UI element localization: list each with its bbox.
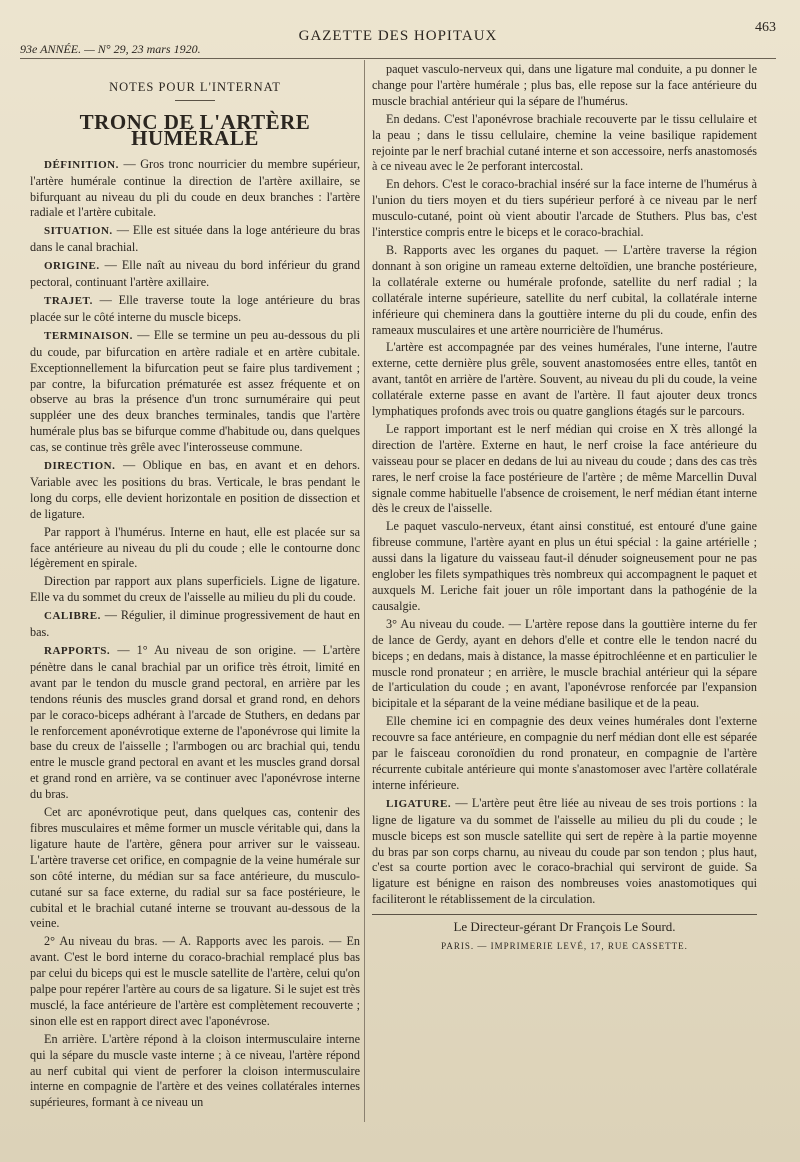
paragraph-label: TERMINAISON. <box>44 329 133 342</box>
paragraph-text: — Régulier, il diminue progressivement de haut en bas. <box>30 608 360 640</box>
paragraph-text: — Oblique en bas, en avant et en dehors. Variable avec les positions du bras. Verticale, le bras pendant le long du corps, elle devient horizontale en position de dissection et de ligature. <box>30 458 360 521</box>
printer-line: PARIS. — IMPRIMERIE LEVÉ, 17, RUE CASSETTE. <box>441 941 688 952</box>
paragraph-text: Direction par rapport aux plans superficiels. Ligne de ligature. Elle va du sommet du creux de l'aisselle au milieu du pli du coude. <box>30 574 360 605</box>
paragraph <box>372 62 757 110</box>
paragraph <box>30 258 360 291</box>
paragraph-text: Elle chemine ici en compagnie des deux veines humérales dont l'externe recouvre sa face antérieure, en compagnie du nerf médian dont elle est séparée par le faisceau coronoïdien du rond pronateur, en compagnie de l'artère récurrente cubitale antérieure qui monte s'anastomoser avec l'artère collatérale interne inférieure. <box>372 714 757 792</box>
paragraph-text: En arrière. L'artère répond à la cloison intermusculaire interne qui la sépare du muscle vaste interne ; à ce niveau, l'artère répond au nerf cubital qui vient de perforer la cloison intermusculaire interne en compagnie de l'artère et des veines collatérales internes supérieures, formant à ce niveau un <box>30 1031 360 1110</box>
paragraph-text: — Elle traverse toute la loge antérieure du bras placée sur le côté interne du muscle biceps. <box>30 292 360 324</box>
paragraph <box>30 1032 360 1112</box>
paragraph <box>372 519 757 614</box>
paragraph-text: — 1° Au niveau de son origine. — L'artère pénètre dans le canal brachial par un orifice très étroit, limité en avant par le tendon du muscle grand pectoral, en arrière par les tendons réunis des muscles grand dorsal et grand rond, en dehors par le coraco-biceps adhérant à l'arcade de Stuthers, en dedans par le renforcement aponévrotique externe de l'aponévrose qui limite la base du creux de l'aisselle ; l'armbogen ou arc brachial qui, tendu entre le muscle grand pectoral en avant et les muscles grand dorsal et grand rond en arrière, va se continuer avec l'aponévrose interne du bras. <box>30 643 360 802</box>
paragraph <box>30 458 360 523</box>
paragraph <box>30 223 360 256</box>
right-paragraphs <box>372 62 757 908</box>
paragraph <box>372 340 757 420</box>
paragraph-label: RAPPORTS. <box>44 645 111 657</box>
paragraph-text: — Elle est située dans la loge antérieure du bras dans le canal brachial. <box>30 223 360 255</box>
page-number: 463 <box>755 20 776 35</box>
section-kicker: NOTES POUR L'INTERNAT <box>109 80 281 94</box>
paragraph-text: Par rapport à l'humérus. Interne en haut, elle est placée sur sa face antérieure au niveau du pli du coude ; elle le contourne donc légèrement en spirale. <box>30 524 360 571</box>
paragraph-label: TRAJET. <box>44 294 93 307</box>
paragraph-text: — Gros tronc nourricier du membre supérieur, l'artère humérale continue la direction de l'artère axillaire, se bifurquant au niveau du pli du coude en deux branches : l'artère radiale et l'artère cubitale. <box>30 156 360 220</box>
paragraph-label: ORIGINE. <box>44 260 100 273</box>
paragraph-text: B. Rapports avec les organes du paquet. — L'artère traverse la région donnant à son origine un rameau externe deltoïdien, une branche postérieure, la collatérale externe ou humérale profonde, satellite du nerf radial ; la collatérale interne supérieure, satellite du nerf cubital, la collatérale interne inférieure qui cheminera dans la gouttière interne du pli du coude, enfin des rameaux musculaires et une artère nourricière de l'humérus. <box>372 242 757 337</box>
paragraph <box>30 157 360 222</box>
left-paragraphs <box>30 157 360 1112</box>
paragraph-text: En dehors. C'est le coraco-brachial inséré sur la face interne de l'humérus à l'union du tiers moyen et du tiers supérieur perforé à ce niveau par le nerf musculo-cutané, point où vient aboutir l'arcade de Stuthers. Plus bas, c'est l'interstice compris entre le biceps et le coraco-brachial. <box>372 177 757 240</box>
article-title: TRONC DE L'ARTÈRE HUMÉRALE <box>79 109 311 150</box>
paragraph <box>30 643 360 803</box>
paragraph <box>372 177 757 241</box>
paragraph-text: — Elle naît au niveau du bord inférieur du grand pectoral, continuant l'artère axillaire. <box>30 258 360 290</box>
paragraph-label: DIRECTION. <box>44 460 116 473</box>
paragraph <box>372 714 757 794</box>
paragraph <box>30 934 360 1029</box>
paragraph-text: paquet vasculo-nerveux qui, dans une ligature mal conduite, a pu donner le change pour l'artère humérale ; plus bas, elle repose sur la face antérieure du muscle brachial antérieur qui la sépare de l'humérus. <box>372 62 757 108</box>
paragraph-text: Le rapport important est le nerf médian qui croise en X très allongé la direction de l'artère. Externe en haut, le nerf croise la face antérieure du vaisseau pour se placer en dedans de lui au niveau du coude ; dans des cas très rares, le nerf croise la face postérieure de l'artère ; de même Marcellin Duval signale comme habituelle l'absence de croisement, le nerf médian étant interne dès le creux de l'aisselle. <box>372 421 757 516</box>
paragraph <box>30 525 360 573</box>
paragraph-label: LIGATURE. <box>386 797 452 810</box>
paragraph <box>372 617 757 712</box>
paragraph-text: Cet arc aponévrotique peut, dans quelques cas, contenir des fibres musculaires et même former un muscle véritable qui, dans la ligature haute de l'artère, gênera pour arriver sur le vaisseau. L'artère traverse cet orifice, en compagnie de la veine humérale sur son côté interne, du médian sur sa face antérieure, du musculo-cutané sur sa face externe, du radial sur sa face postérieure, le cubital et le brachial cutané interne se trouvant au-dessous de la veine. <box>30 805 360 931</box>
column-divider <box>364 60 365 1122</box>
paragraph-label: DÉFINITION. <box>44 158 119 171</box>
kicker-rule <box>175 100 215 101</box>
right-column <box>372 62 757 1132</box>
paragraph-label: CALIBRE. <box>44 610 101 623</box>
paragraph <box>372 796 757 908</box>
paragraph-text: — L'artère peut être liée au niveau de ses trois portions : la ligne de ligature va du sommet de l'aisselle au milieu du pli du coude ; le muscle biceps est son muscle satellite qui sert de repère à la partie moyenne du bras par son corps charnu, au niveau du coude par son tendon ; plus haut, c'est sa courte portion avec le coraco-brachial qui serviront de guide. Sa ligature est bénigne en raison des nombreuses voies anastomotiques qui faciliteront le rétablissement de la circulation. <box>372 795 757 907</box>
issue-line: 93e ANNÉE. — N° 29, 23 mars 1920. <box>20 42 201 56</box>
paragraph <box>372 422 757 517</box>
paragraph <box>372 243 757 338</box>
paragraph-text: L'artère est accompagnée par des veines humérales, l'une interne, l'autre externe, cette dernière plus grêle, souvent anastomosées entre elles, tantôt en avant, tantôt en arrière de l'artère. Souvent, au niveau du pli du coude, la veine collatérale externe passe en avant de l'artère. Il faut ajouter deux troncs lymphatiques profonds avec trois ou quatre ganglions étagés sur le parcours. <box>372 340 757 419</box>
paragraph <box>372 112 757 176</box>
paragraph-label: SITUATION. <box>44 225 113 238</box>
paragraph-text: 2° Au niveau du bras. — A. Rapports avec les parois. — En avant. C'est le bord interne du coraco-brachial remplacé plus bas par celui du biceps qui est le muscle satellite de l'artère, celui qu'on palpe pour repérer l'artère au cours de sa ligature. Si le sujet est très musclé, la face antérieure de l'artère est complètement recouverte ; sinon elle est en rapport direct avec l'aponévrose. <box>30 934 360 1028</box>
journal-title: GAZETTE DES HOPITAUX <box>298 28 498 44</box>
director-signature: Le Directeur-gérant Dr François Le Sourd. <box>372 914 757 935</box>
paragraph <box>30 574 360 606</box>
paragraph <box>30 328 360 456</box>
paragraph-text: 3° Au niveau du coude. — L'artère repose dans la gouttière interne du fer de lance de Gerdy, ayant en dehors d'elle et contre elle le tendon nacré du biceps ; en dedans, mais à distance, la masse épitrochléenne et en particulier le muscle rond pronateur ; en arrière, le muscle brachial antérieur qui la sépare de l'articulation du coude ; en avant, l'aponévrose renforcée par l'expansion bicipitale et la séparant de la veine médiane basilique et de la peau. <box>372 616 757 711</box>
left-column <box>30 62 360 1132</box>
paragraph <box>30 608 360 641</box>
paragraph-text: — Elle se termine un peu au-dessous du pli du coude, par bifurcation en artère radiale et en artère cubitale. Exceptionnellement la bifurcation peut se faire plus tardivement ; par contre, la bifurcation prématurée est assez fréquente et on observe au bras la présence d'un tronc surnuméraire qui peut suppléer une des deux branches terminales, tandis que l'artère humérale plus bas se bifurque comme d'habitude ou, dans quelques cas, se continue très grêle avec l'interosseuse commune. <box>30 327 360 455</box>
paragraph <box>30 805 360 932</box>
paragraph <box>30 293 360 326</box>
paragraph-text: En dedans. C'est l'aponévrose brachiale recouverte par le tissu cellulaire et la peau ; dans le tissu cellulaire, chemine la veine basilique rapidement rejointe par le nerf brachial cutané interne et son accessoire, nerfs anastomosés à ce niveau avec le 2e perforant intercostal. <box>372 111 757 174</box>
page-header <box>20 18 776 59</box>
paragraph-text: Le paquet vasculo-nerveux, étant ainsi constitué, est entouré d'une gaine fibreuse commune, l'artère ayant en plus un étui spécial : la gaine artérielle ; aussi dans la ligature du vaisseau faut-il dénuder soigneusement pour ne pas englober les filets sympathiques très nombreux qui accompagnent le paquet et auxquels M. Leriche fait jouer un rôle important dans la pathogénie de la causalgie. <box>372 519 757 613</box>
